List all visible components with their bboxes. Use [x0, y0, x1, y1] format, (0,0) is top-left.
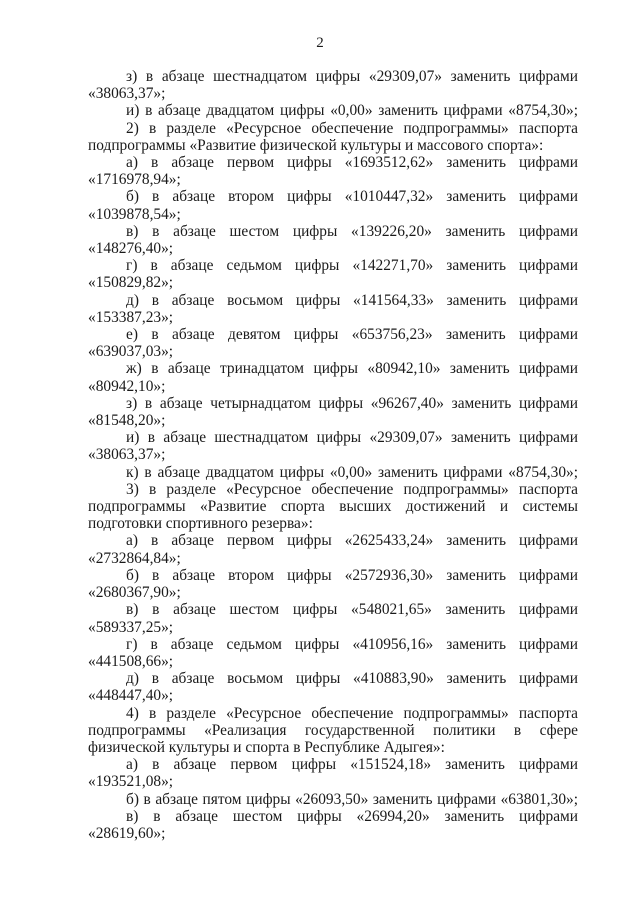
paragraph-10: ж) в абзаце тринадцатом цифры «80942,10» заменить цифрами «80942,10»; — [88, 360, 578, 395]
paragraph-4: а) в абзаце первом цифры «1693512,62» заменить цифрами «1716978,94»; — [88, 154, 578, 189]
paragraph-3: 2) в разделе «Ресурсное обеспечение подпрограммы» паспорта подпрограммы «Развитие физической культуры и массового спорта»: — [88, 119, 578, 154]
paragraph-22: б) в абзаце пятом цифры «26093,50» заменить цифрами «63801,30»; — [126, 790, 578, 808]
paragraph-5: б) в абзаце втором цифры «1010447,32» заменить цифрами «1039878,54»; — [88, 188, 578, 223]
paragraph-19: д) в абзаце восьмом цифры «410883,90» заменить цифрами «448447,40»; — [88, 670, 578, 705]
paragraph-14: 3) в разделе «Ресурсное обеспечение подпрограммы» паспорта подпрограммы «Развитие спорта высших достижений и системы подготовки спортивного резерва»: — [88, 480, 578, 533]
paragraph-9: е) в абзаце девятом цифры «653756,23» заменить цифрами «639037,03»; — [88, 326, 578, 361]
paragraph-2: и) в абзаце двадцатом цифры «0,00» заменить цифрами «8754,30»; — [126, 102, 578, 120]
document-body — [88, 68, 578, 842]
paragraph-13: к) в абзаце двадцатом цифры «0,00» заменить цифрами «8754,30»; — [126, 463, 578, 481]
paragraph-23: в) в абзаце шестом цифры «26994,20» заменить цифрами «28619,60»; — [88, 807, 578, 842]
paragraph-17: в) в абзаце шестом цифры «548021,65» заменить цифрами «589337,25»; — [88, 601, 578, 636]
paragraph-11: з) в абзаце четырнадцатом цифры «96267,40» заменить цифрами «81548,20»; — [88, 394, 578, 430]
paragraph-20: 4) в разделе «Ресурсное обеспечение подпрограммы» паспорта подпрограммы «Реализация государственной политики в сфере физической культуры и спорта в Республике Адыгея»: — [88, 704, 578, 756]
paragraph-1: з) в абзаце шестнадцатом цифры «29309,07» заменить цифрами «38063,37»; — [88, 68, 578, 103]
paragraph-7: г) в абзаце седьмом цифры «142271,70» заменить цифрами «150829,82»; — [88, 257, 578, 292]
paragraph-6: в) в абзаце шестом цифры «139226,20» заменить цифрами «148276,40»; — [88, 222, 578, 258]
paragraph-12: и) в абзаце шестнадцатом цифры «29309,07» заменить цифрами «38063,37»; — [88, 429, 578, 464]
paragraph-16: б) в абзаце втором цифры «2572936,30» заменить цифрами «2680367,90»; — [88, 566, 578, 602]
paragraph-8: д) в абзаце восьмом цифры «141564,33» заменить цифрами «153387,23»; — [88, 291, 578, 326]
paragraph-21: а) в абзаце первом цифры «151524,18» заменить цифрами «193521,08»; — [88, 756, 578, 791]
paragraph-18: г) в абзаце седьмом цифры «410956,16» заменить цифрами «441508,66»; — [88, 635, 578, 670]
paragraph-15: а) в абзаце первом цифры «2625433,24» заменить цифрами «2732864,84»; — [88, 532, 578, 567]
page-number: 2 — [316, 35, 324, 51]
